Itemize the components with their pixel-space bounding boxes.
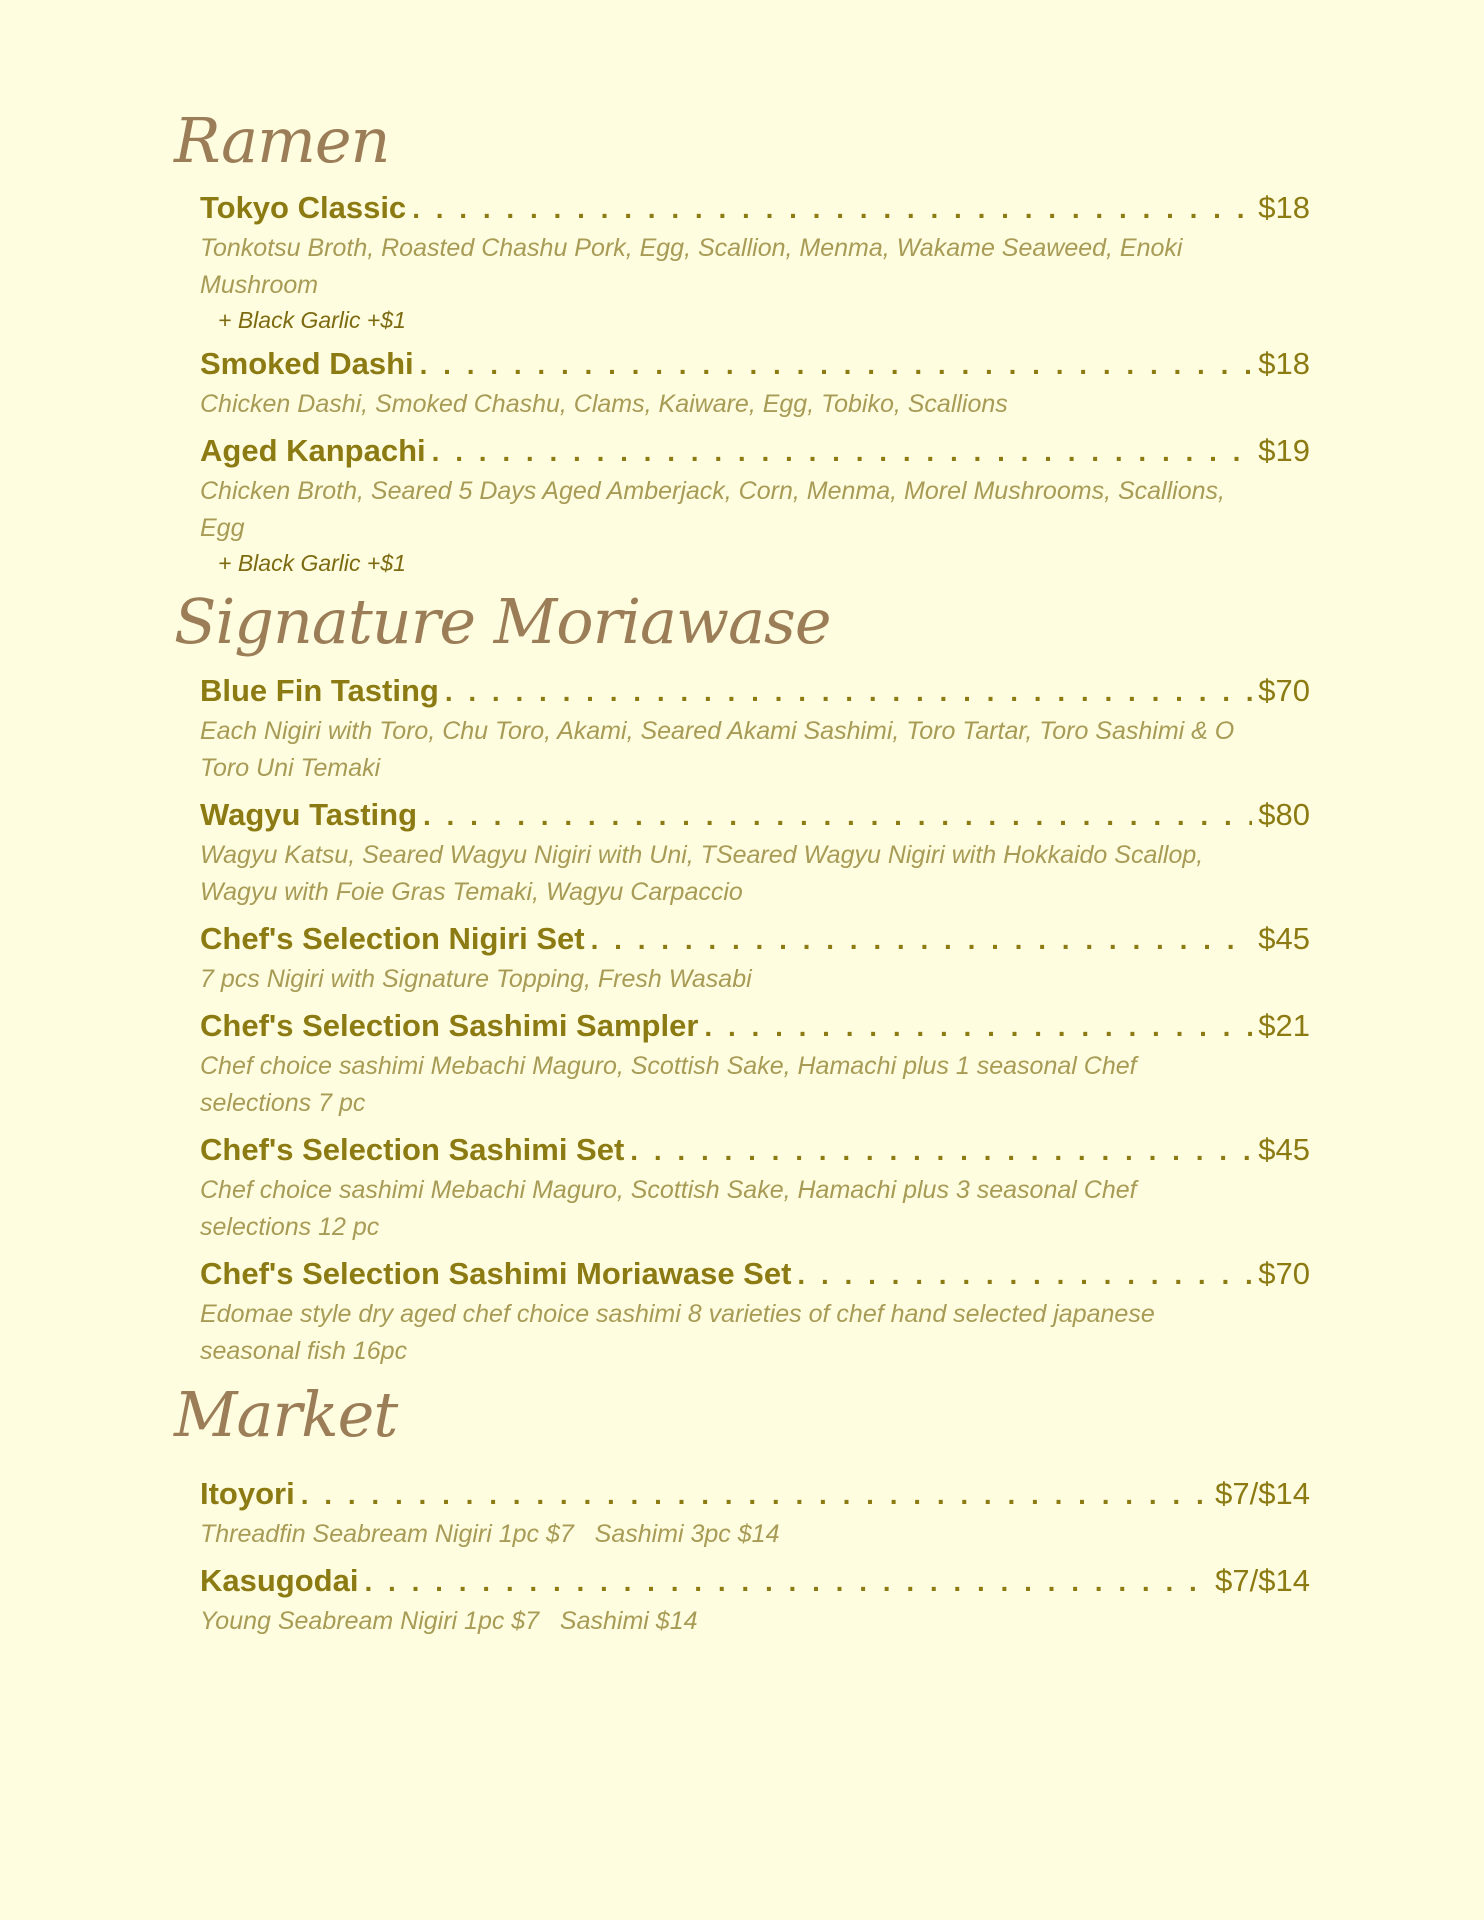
item-name: Chef's Selection Nigiri Set bbox=[200, 921, 585, 956]
item-name: Kasugodai bbox=[200, 1563, 359, 1598]
item-name: Wagyu Tasting bbox=[200, 797, 417, 832]
menu-item bbox=[200, 346, 1310, 423]
dot-leader bbox=[445, 676, 1252, 708]
item-price: $7/$14 bbox=[1215, 1563, 1310, 1598]
item-description: Chicken Broth, Seared 5 Days Aged Amberjack, Corn, Menma, Morel Mushrooms, Scallions, Egg bbox=[200, 477, 1225, 542]
item-description: Each Nigiri with Toro, Chu Toro, Akami, Seared Akami Sashimi, Toro Tartar, Toro Sashimi & O Toro Uni Temaki bbox=[200, 717, 1235, 782]
item-price: $45 bbox=[1258, 1132, 1310, 1167]
section-ramen bbox=[174, 104, 1310, 579]
item-description: Threadfin Seabream Nigiri 1pc $7 Sashimi 3pc $14 bbox=[200, 1520, 780, 1548]
item-addon: + Black Garlic +$1 bbox=[218, 550, 406, 576]
dot-leader bbox=[591, 924, 1253, 956]
item-description: Young Seabream Nigiri 1pc $7 Sashimi $14 bbox=[200, 1607, 698, 1635]
item-description: Edomae style dry aged chef choice sashimi 8 varieties of chef hand selected japanese seasonal fish 16pc bbox=[200, 1300, 1155, 1365]
item-list bbox=[200, 1476, 1310, 1640]
dot-leader bbox=[420, 349, 1253, 381]
item-price: $19 bbox=[1258, 433, 1310, 468]
item-name: Chef's Selection Sashimi Moriawase Set bbox=[200, 1256, 792, 1291]
item-name: Aged Kanpachi bbox=[200, 433, 426, 468]
item-price: $70 bbox=[1258, 673, 1310, 708]
item-name: Itoyori bbox=[200, 1476, 295, 1511]
item-name: Tokyo Classic bbox=[200, 190, 407, 225]
item-addon: + Black Garlic +$1 bbox=[218, 307, 406, 333]
item-name: Chef's Selection Sashimi Set bbox=[200, 1132, 625, 1167]
dot-leader bbox=[423, 800, 1252, 832]
item-description: Chef choice sashimi Mebachi Maguro, Scottish Sake, Hamachi plus 1 seasonal Chef selections 7 pc bbox=[200, 1052, 1137, 1117]
item-list bbox=[200, 673, 1310, 1370]
dot-leader bbox=[432, 436, 1253, 468]
dot-leader bbox=[797, 1259, 1252, 1291]
item-description: Chef choice sashimi Mebachi Maguro, Scottish Sake, Hamachi plus 3 seasonal Chef selections 12 pc bbox=[200, 1176, 1137, 1241]
item-price: $21 bbox=[1258, 1008, 1310, 1043]
menu-item bbox=[200, 921, 1310, 998]
menu-item bbox=[200, 433, 1310, 579]
item-price: $18 bbox=[1258, 346, 1310, 381]
dot-leader bbox=[704, 1011, 1252, 1043]
item-price: $70 bbox=[1258, 1256, 1310, 1291]
menu-item bbox=[200, 673, 1310, 787]
dot-leader bbox=[630, 1135, 1252, 1167]
menu-item bbox=[200, 1563, 1310, 1640]
menu-item bbox=[200, 190, 1310, 336]
dot-leader bbox=[301, 1479, 1209, 1511]
item-name: Blue Fin Tasting bbox=[200, 673, 439, 708]
item-list bbox=[200, 190, 1310, 579]
dot-leader bbox=[364, 1566, 1209, 1598]
menu-page bbox=[174, 104, 1310, 1650]
item-name: Chef's Selection Sashimi Sampler bbox=[200, 1008, 699, 1043]
item-price: $45 bbox=[1258, 921, 1310, 956]
menu-item bbox=[200, 1008, 1310, 1122]
item-description: Tonkotsu Broth, Roasted Chashu Pork, Egg, Scallion, Menma, Wakame Seaweed, Enoki Mushroom bbox=[200, 234, 1183, 299]
section-signature-moriawase bbox=[174, 585, 1310, 1370]
item-price: $80 bbox=[1258, 797, 1310, 832]
item-price: $18 bbox=[1258, 190, 1310, 225]
section-title: Signature Moriawase bbox=[174, 585, 831, 658]
menu-item bbox=[200, 1256, 1310, 1370]
section-market bbox=[174, 1378, 1310, 1640]
item-price: $7/$14 bbox=[1215, 1476, 1310, 1511]
menu-item bbox=[200, 1476, 1310, 1553]
item-description: Wagyu Katsu, Seared Wagyu Nigiri with Uni, TSeared Wagyu Nigiri with Hokkaido Scallop, Wagyu with Foie Gras Temaki, Wagyu Carpaccio bbox=[200, 841, 1204, 906]
item-description: 7 pcs Nigiri with Signature Topping, Fresh Wasabi bbox=[200, 965, 752, 993]
section-title: Ramen bbox=[174, 104, 390, 177]
section-title: Market bbox=[174, 1378, 398, 1451]
item-description: Chicken Dashi, Smoked Chashu, Clams, Kaiware, Egg, Tobiko, Scallions bbox=[200, 390, 1008, 418]
menu-item bbox=[200, 797, 1310, 911]
menu-item bbox=[200, 1132, 1310, 1246]
item-name: Smoked Dashi bbox=[200, 346, 414, 381]
dot-leader bbox=[412, 193, 1252, 225]
